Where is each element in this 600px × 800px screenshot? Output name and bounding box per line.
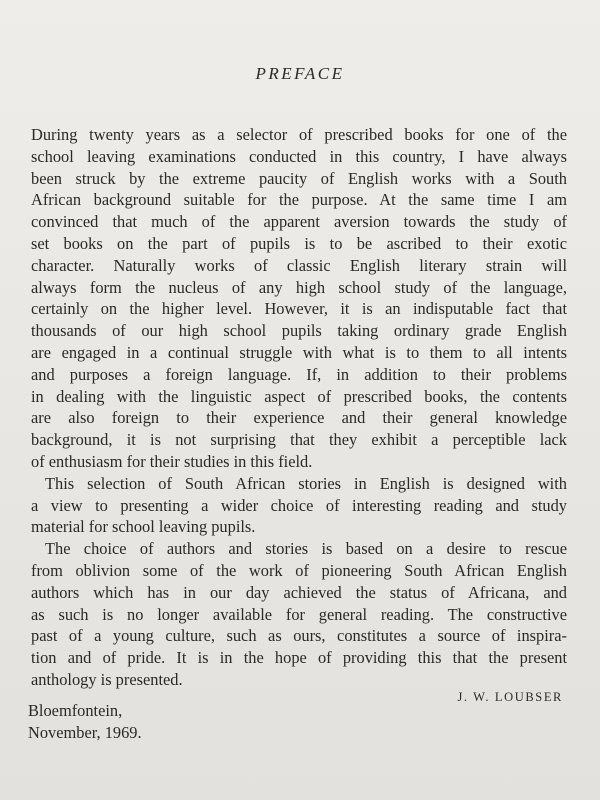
text-line: been struck by the extreme paucity of English works with a South bbox=[31, 168, 567, 188]
date-line: November, 1969. bbox=[28, 723, 142, 742]
text-line: always form the nucleus of any high school study of the language, bbox=[31, 277, 567, 297]
text-line: and purposes a foreign language. If, in addition to their problems bbox=[31, 364, 567, 384]
text-line: of enthusiasm for their studies in this field. bbox=[31, 451, 313, 471]
text-line: school leaving examinations conducted in this country, I have always bbox=[31, 146, 567, 166]
text-line: material for school leaving pupils. bbox=[31, 517, 256, 537]
text-line: as such is no longer available for general reading. The constructive bbox=[31, 604, 567, 624]
preface-body bbox=[31, 124, 567, 691]
text-line: from oblivion some of the work of pioneering South African English bbox=[31, 560, 567, 580]
paragraph-3 bbox=[31, 538, 567, 691]
place-and-date bbox=[28, 700, 142, 744]
author-signature: J. W. LOUBSER bbox=[457, 690, 563, 704]
text-line: in dealing with the linguistic aspect of prescribed books, the contents bbox=[31, 386, 567, 406]
page-title: PREFACE bbox=[255, 64, 345, 83]
text-line: During twenty years as a selector of prescribed books for one of the bbox=[31, 125, 567, 144]
text-line: This selection of South African stories in English is designed with bbox=[45, 473, 567, 493]
text-line: are engaged in a continual struggle with what is to them to all intents bbox=[31, 342, 567, 362]
paragraph-1 bbox=[31, 124, 567, 473]
text-line: thousands of our high school pupils taking ordinary grade English bbox=[31, 321, 567, 341]
text-line: set books on the part of pupils is to be ascribed to their exotic bbox=[31, 233, 567, 253]
text-line: tion and of pride. It is in the hope of providing this that the present bbox=[31, 648, 567, 668]
text-line: authors which has in our day achieved the status of Africana, and bbox=[31, 582, 567, 602]
text-line: African background suitable for the purpose. At the same time I am bbox=[31, 190, 567, 210]
text-line: anthology is presented. bbox=[31, 669, 183, 689]
text-line: past of a young culture, such as ours, constitutes a source of inspira- bbox=[31, 626, 567, 646]
text-line: certainly on the higher level. However, it is an indisputable fact that bbox=[31, 299, 567, 319]
place-line: Bloemfontein, bbox=[28, 701, 123, 720]
text-line: convinced that much of the apparent aversion towards the study of bbox=[31, 212, 567, 232]
text-line: The choice of authors and stories is based on a desire to rescue bbox=[45, 539, 567, 559]
text-line: character. Naturally works of classic English literary strain will bbox=[31, 255, 567, 275]
text-line: a view to presenting a wider choice of interesting reading and study bbox=[31, 495, 567, 515]
text-line: are also foreign to their experience and their general knowledge bbox=[31, 408, 567, 428]
paragraph-2 bbox=[31, 473, 567, 538]
text-line: background, it is not surprising that they exhibit a perceptible lack bbox=[31, 430, 567, 450]
